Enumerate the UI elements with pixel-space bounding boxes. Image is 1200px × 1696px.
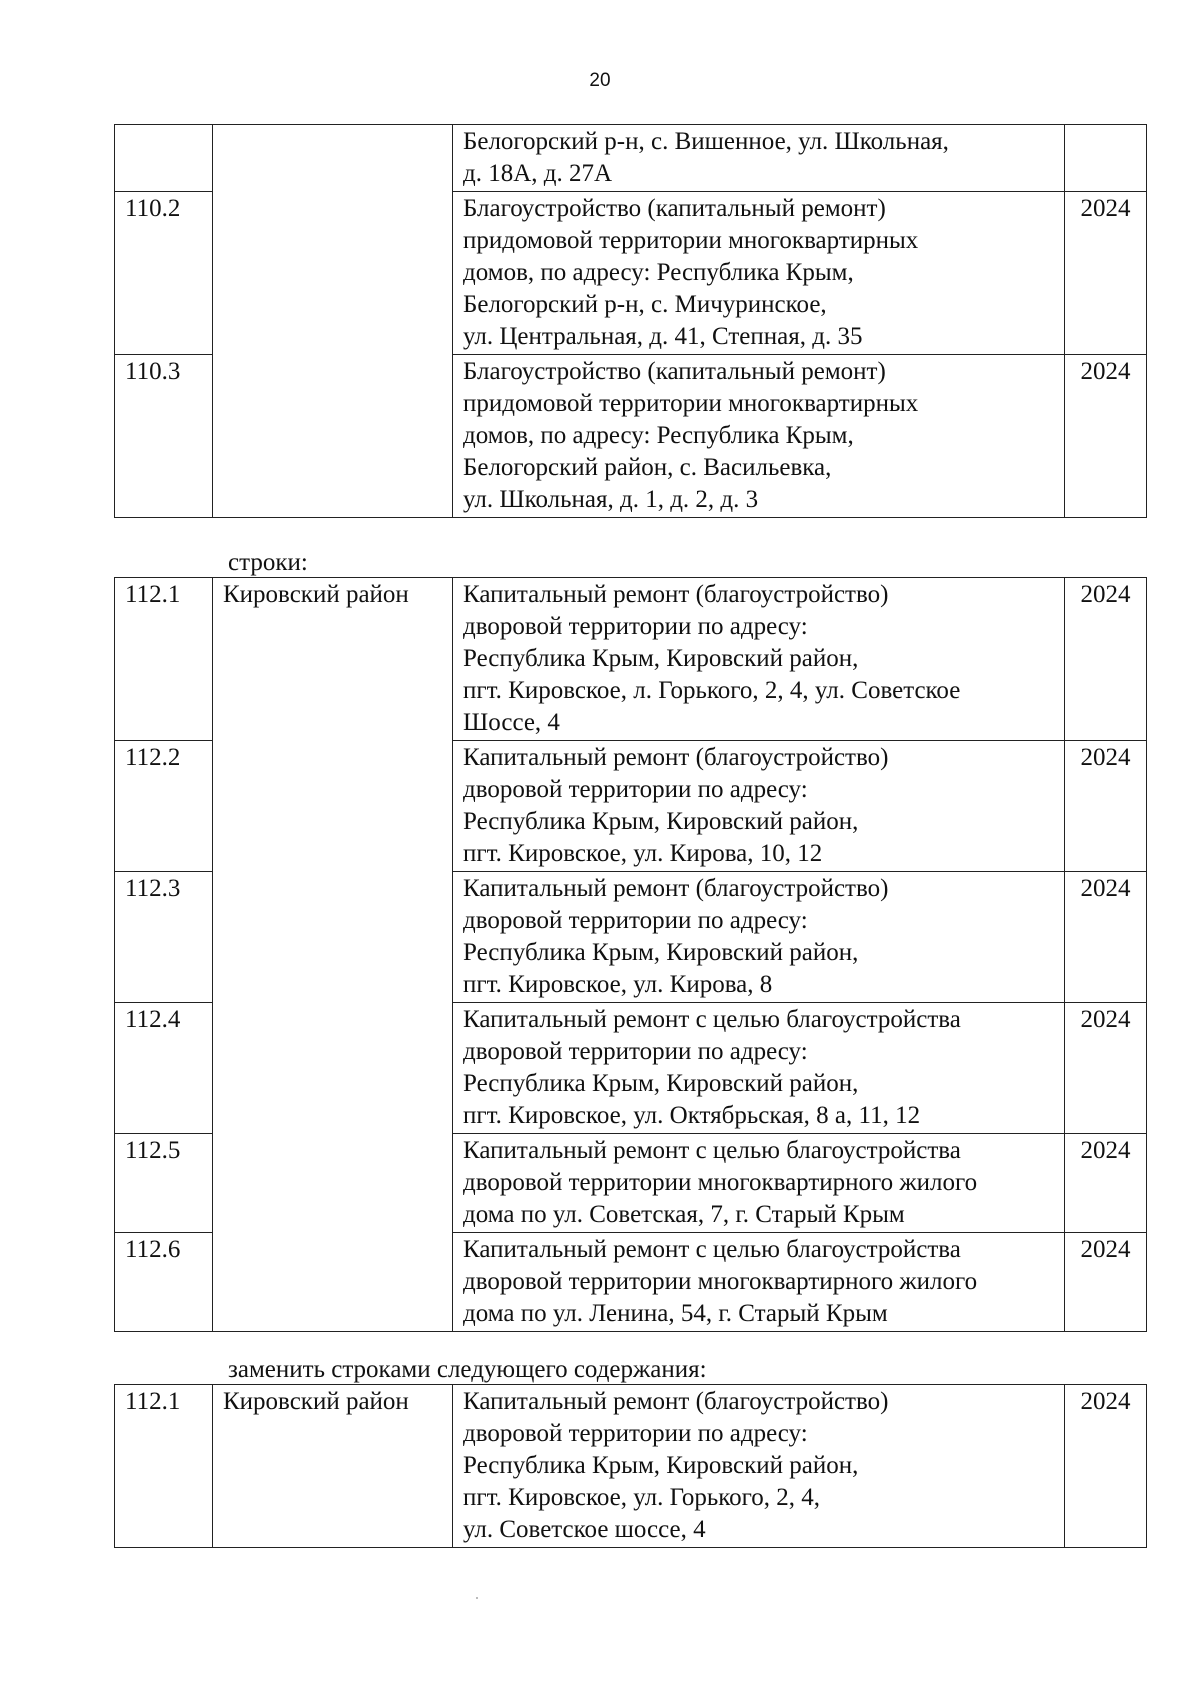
area-cell: Кировский район xyxy=(213,1385,453,1548)
year-cell xyxy=(1065,125,1147,192)
year-cell: 2024 xyxy=(1065,578,1147,741)
row-number-cell: 110.3 xyxy=(115,355,213,518)
table-row xyxy=(115,125,1147,192)
description-cell: Капитальный ремонт (благоустройство) дворовой территории по адресу: Республика Крым, Кировский район, пгт. Кировское, ул. Кирова, 10, 12 xyxy=(453,741,1065,872)
caption-rows: строки: xyxy=(228,549,308,576)
year-cell: 2024 xyxy=(1065,1233,1147,1332)
area-cell xyxy=(213,125,453,518)
description-cell: Белогорский р-н, с. Вишенное, ул. Школьная, д. 18А, д. 27А xyxy=(453,125,1065,192)
row-number-cell: 112.6 xyxy=(115,1233,213,1332)
year-cell: 2024 xyxy=(1065,1003,1147,1134)
description-cell: Капитальный ремонт с целью благоустройства дворовой территории многоквартирного жилого дома по ул. Советская, 7, г. Старый Крым xyxy=(453,1134,1065,1233)
row-number-cell: 112.4 xyxy=(115,1003,213,1134)
table-row xyxy=(115,1385,1147,1548)
row-number-cell: 112.2 xyxy=(115,741,213,872)
area-cell: Кировский район xyxy=(213,578,453,1332)
table-top-continuation xyxy=(114,124,1147,518)
description-cell: Капитальный ремонт с целью благоустройства дворовой территории многоквартирного жилого дома по ул. Ленина, 54, г. Старый Крым xyxy=(453,1233,1065,1332)
caption-replace: заменить строками следующего содержания: xyxy=(228,1356,707,1383)
year-cell: 2024 xyxy=(1065,192,1147,355)
description-cell: Благоустройство (капитальный ремонт) придомовой территории многоквартирных домов, по адресу: Республика Крым, Белогорский район, с. Васильевка, ул. Школьная, д. 1, д. 2, д. 3 xyxy=(453,355,1065,518)
row-number-cell: 112.5 xyxy=(115,1134,213,1233)
year-cell: 2024 xyxy=(1065,1385,1147,1548)
table-rows-to-replace xyxy=(114,577,1147,1332)
scan-speck xyxy=(476,1597,478,1599)
description-cell: Капитальный ремонт (благоустройство) дворовой территории по адресу: Республика Крым, Кировский район, пгт. Кировское, ул. Кирова, 8 xyxy=(453,872,1065,1003)
description-cell: Капитальный ремонт (благоустройство) дворовой территории по адресу: Республика Крым, Кировский район, пгт. Кировское, ул. Горького, 2, 4, ул. Советское шоссе, 4 xyxy=(453,1385,1065,1548)
page-number: 20 xyxy=(589,70,611,91)
year-cell: 2024 xyxy=(1065,741,1147,872)
description-cell: Благоустройство (капитальный ремонт) придомовой территории многоквартирных домов, по адресу: Республика Крым, Белогорский р-н, с. Мичуринское, ул. Центральная, д. 41, Степная, д. 35 xyxy=(453,192,1065,355)
table-replacement-rows xyxy=(114,1384,1147,1548)
description-cell: Капитальный ремонт с целью благоустройства дворовой территории по адресу: Республика Крым, Кировский район, пгт. Кировское, ул. Октябрьская, 8 а, 11, 12 xyxy=(453,1003,1065,1134)
row-number-cell: 110.2 xyxy=(115,192,213,355)
row-number-cell: 112.3 xyxy=(115,872,213,1003)
row-number-cell: 112.1 xyxy=(115,1385,213,1548)
row-number-cell: 112.1 xyxy=(115,578,213,741)
year-cell: 2024 xyxy=(1065,872,1147,1003)
table-row xyxy=(115,578,1147,741)
year-cell: 2024 xyxy=(1065,355,1147,518)
description-cell: Капитальный ремонт (благоустройство) дворовой территории по адресу: Республика Крым, Кировский район, пгт. Кировское, л. Горького, 2, 4, ул. Советское Шоссе, 4 xyxy=(453,578,1065,741)
row-number-cell xyxy=(115,125,213,192)
year-cell: 2024 xyxy=(1065,1134,1147,1233)
